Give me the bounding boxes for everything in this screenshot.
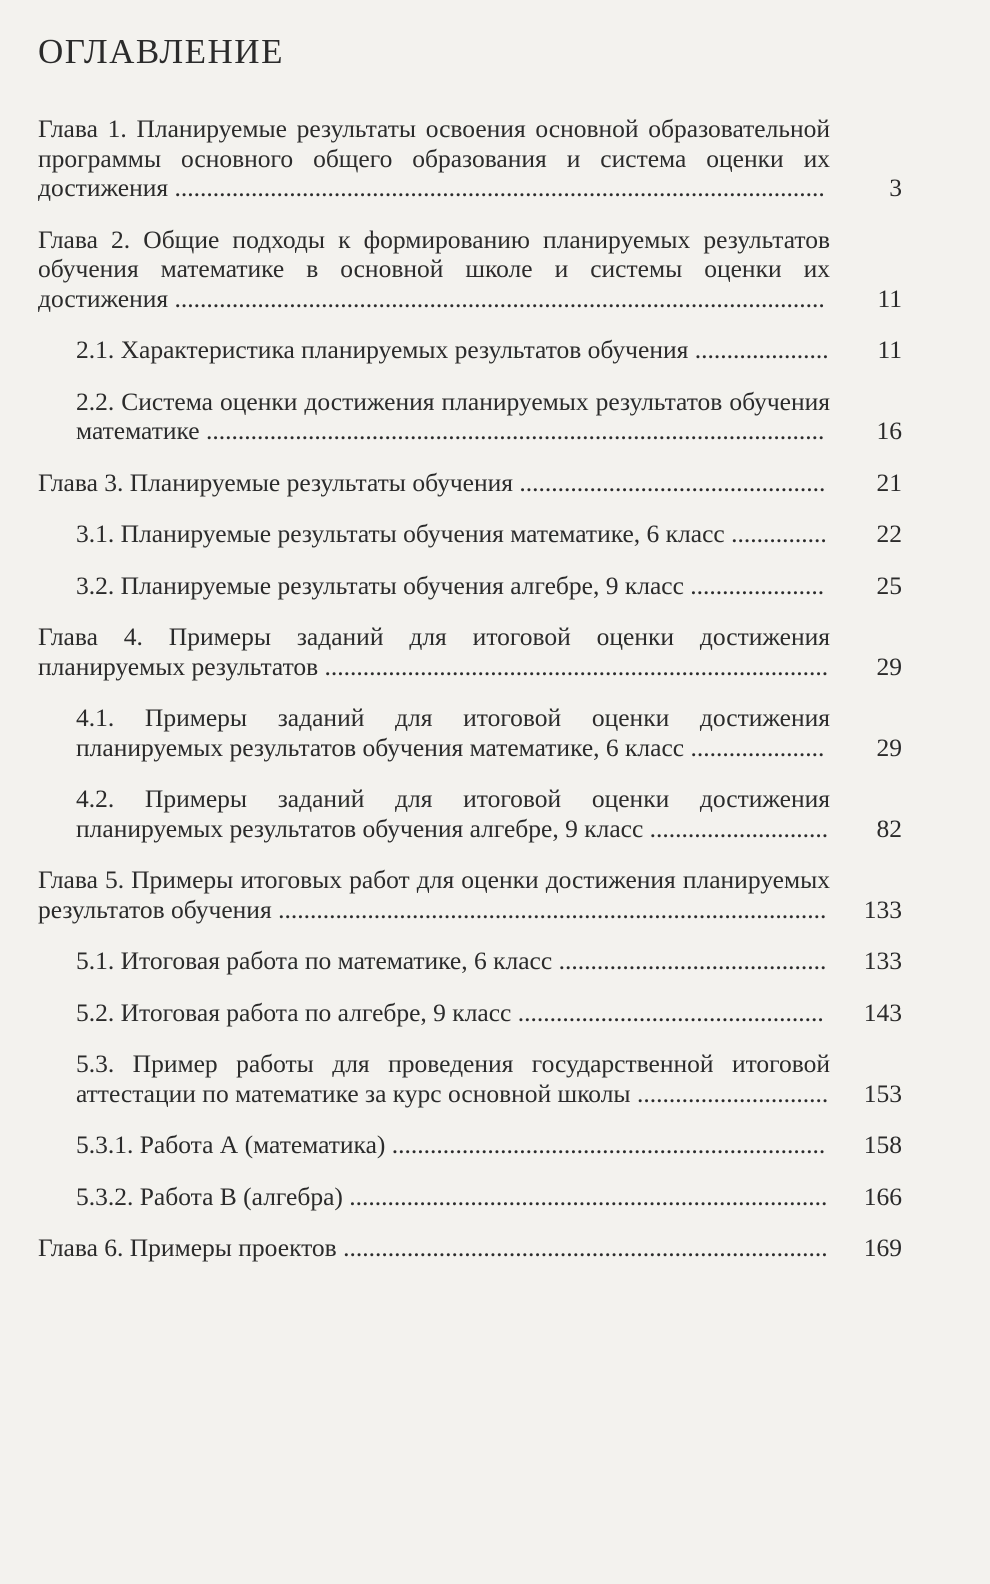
toc-entry: [38, 703, 902, 762]
toc-entry-text-block: [76, 1130, 830, 1160]
toc-page-number: 11: [877, 283, 902, 313]
toc-entry-text-block: [76, 335, 830, 365]
toc-entry-title: 5.2. Итоговая работа по алгебре, 9 класс: [76, 997, 512, 1027]
dot-leader: ...............................................................................: [318, 651, 829, 681]
toc-entry-title: 5.3. Пример работы для проведения государственной итоговой аттестации по математике за курс основной школы: [76, 1049, 830, 1108]
toc-entry: [38, 1130, 902, 1160]
toc-entry: [38, 571, 902, 601]
toc-entry: [38, 865, 902, 924]
toc-entry: [38, 784, 902, 843]
toc-entry-title: 5.3.1. Работа А (математика): [76, 1130, 386, 1159]
toc-entry: [38, 225, 902, 314]
toc-entry: [38, 622, 902, 681]
toc-page-number: 25: [876, 570, 902, 600]
toc-entry: [38, 519, 902, 549]
toc-entry-text-block: [76, 998, 830, 1028]
toc-entry-title: Глава 4. Примеры заданий для итоговой оценки достижения планируемых результатов: [38, 622, 830, 681]
toc-page-number: 143: [863, 997, 902, 1027]
dot-leader: .....................: [684, 732, 825, 762]
toc-entry-text-block: [76, 784, 830, 843]
toc-entry-title: Глава 3. Планируемые результаты обучения: [38, 467, 513, 497]
dot-leader: ...............: [724, 519, 827, 548]
toc-entry-title: Глава 2. Общие подходы к формированию планируемых результатов обучения математике в основной школе и системы оценки их достижения: [38, 224, 830, 313]
toc-page-number: 29: [876, 651, 902, 681]
toc-page-number: 133: [863, 894, 902, 924]
dot-leader: ......................................................................................................: [168, 173, 825, 202]
toc-page-number: 169: [863, 1233, 902, 1262]
toc-entry-text-block: [38, 114, 830, 203]
toc-entry-text-block: [76, 1182, 830, 1212]
toc-page-number: 3: [889, 173, 902, 202]
toc-entry-title: 4.1. Примеры заданий для итоговой оценки достижения планируемых результатов обучения математике, 6 класс: [76, 703, 830, 762]
toc-entry-text-block: [76, 1049, 830, 1108]
toc-entry-text-block: [76, 519, 830, 549]
dot-leader: ..............................: [630, 1078, 829, 1108]
toc-entry: [38, 387, 902, 446]
toc-entry-text-block: [38, 468, 830, 498]
dot-leader: ................................................: [513, 467, 826, 497]
toc-entry: [38, 1233, 902, 1263]
dot-leader: ......................................................................................: [271, 894, 827, 924]
dot-leader: ............................................................................: [336, 1233, 828, 1262]
toc-entry-text-block: [38, 865, 830, 924]
toc-entry: [38, 1049, 902, 1108]
toc-entry-title: 2.1. Характеристика планируемых результатов обучения: [76, 335, 689, 364]
toc-entry-title: Глава 5. Примеры итоговых работ для оценки достижения планируемых результатов обучения: [38, 865, 830, 924]
toc-page-number: 133: [863, 946, 902, 975]
toc-page-number: 153: [863, 1078, 902, 1108]
page-title: ОГЛАВЛЕНИЕ: [38, 32, 284, 71]
toc-entry-title: Глава 6. Примеры проектов: [38, 1233, 337, 1262]
dot-leader: ..........................................: [552, 946, 827, 975]
dot-leader: ................................................: [511, 997, 824, 1027]
toc-entry-title: Глава 1. Планируемые результаты освоения основной образовательной программы основного общего образования и система оценки их достижения: [38, 114, 830, 202]
toc-page-number: 22: [876, 519, 902, 548]
toc-entry-title: 2.2. Система оценки достижения планируемых результатов обучения математике: [76, 386, 830, 445]
toc-entry-title: 5.3.2. Работа В (алгебра): [76, 1181, 343, 1211]
toc-page-number: 16: [876, 416, 902, 445]
toc-entry: [38, 946, 902, 976]
dot-leader: .....................: [683, 570, 825, 600]
toc-list: [38, 114, 902, 1263]
toc-entry-text-block: [76, 946, 830, 976]
toc-entry-text-block: [76, 703, 830, 762]
toc-entry: [38, 114, 902, 203]
toc-entry-title: 4.2. Примеры заданий для итоговой оценки достижения планируемых результатов обучения алгебре, 9 класс: [76, 784, 830, 843]
toc-entry-text-block: [38, 225, 830, 314]
toc-entry-text-block: [76, 571, 830, 601]
toc-entry-title: 3.1. Планируемые результаты обучения математике, 6 класс: [76, 519, 725, 548]
toc-page-number: 11: [877, 335, 902, 364]
toc-entry-text-block: [76, 387, 830, 446]
dot-leader: ............................: [643, 813, 829, 843]
toc-entry: [38, 335, 902, 365]
toc-entry-text-block: [38, 622, 830, 681]
toc-page-number: 158: [863, 1130, 902, 1159]
toc-entry: [38, 1182, 902, 1212]
dot-leader: ...........................................................................: [342, 1181, 828, 1211]
toc-entry: [38, 998, 902, 1028]
dot-leader: .................................................................................................: [199, 416, 825, 445]
toc-page-number: 29: [876, 732, 902, 762]
toc-page-number: 166: [863, 1181, 902, 1211]
toc-page-number: 21: [876, 467, 902, 497]
dot-leader: .....................: [688, 335, 829, 364]
toc-entry-title: 3.2. Планируемые результаты обучения алгебре, 9 класс: [76, 570, 684, 600]
dot-leader: ......................................................................................................: [168, 283, 825, 313]
toc-entry-text-block: [38, 1233, 830, 1263]
toc-page-number: 82: [876, 813, 902, 843]
toc-entry-title: 5.1. Итоговая работа по математике, 6 класс: [76, 946, 553, 975]
dot-leader: ....................................................................: [385, 1130, 826, 1159]
toc-entry: [38, 468, 902, 498]
